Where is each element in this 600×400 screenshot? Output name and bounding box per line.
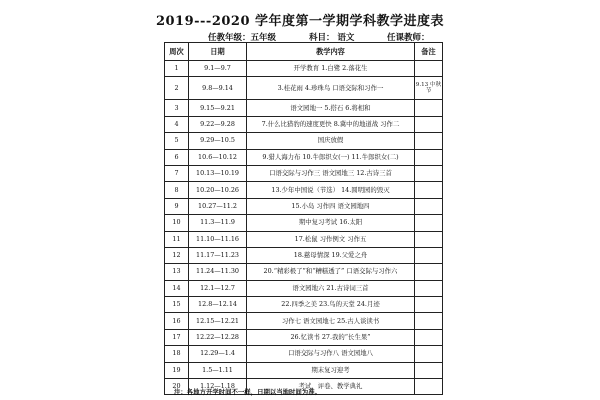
table-row <box>165 231 443 247</box>
week-cell: 15 <box>165 297 189 313</box>
table-row <box>165 149 443 165</box>
date-cell: 9.8—9.14 <box>189 77 247 100</box>
content-cell: 考试、评卷、教学典礼 <box>247 379 415 395</box>
content-cell: 18.慈母情深 19.父爱之舟 <box>247 247 415 263</box>
week-cell: 1 <box>165 61 189 77</box>
content-cell: 语文园地六 21.古诗词三首 <box>247 280 415 296</box>
note-cell <box>415 116 443 132</box>
week-cell: 14 <box>165 280 189 296</box>
note-cell <box>415 280 443 296</box>
table-row <box>165 61 443 77</box>
note-cell <box>415 100 443 116</box>
grade-label: 任教年级：五年级 <box>208 33 277 43</box>
date-cell: 9.15—9.21 <box>189 100 247 116</box>
date-cell: 9.1—9.7 <box>189 61 247 77</box>
table-row <box>165 247 443 263</box>
table-row <box>165 264 443 280</box>
week-cell: 7 <box>165 165 189 181</box>
schedule-table <box>164 42 443 395</box>
table-row <box>165 100 443 116</box>
table-row <box>165 329 443 345</box>
week-cell: 20 <box>165 379 189 395</box>
note-cell <box>415 379 443 395</box>
date-cell: 10.6—10.12 <box>189 149 247 165</box>
week-cell: 6 <box>165 149 189 165</box>
date-cell: 11.17—11.23 <box>189 247 247 263</box>
note-cell: 9.13 中秋节 <box>415 77 443 100</box>
note-cell <box>415 346 443 362</box>
content-cell: 7.什么比猎豹的速度更快 8.冀中的地道战 习作二 <box>247 116 415 132</box>
table-row <box>165 77 443 100</box>
table-row <box>165 215 443 231</box>
table-row <box>165 198 443 214</box>
header-week: 周次 <box>165 43 189 61</box>
table-row <box>165 116 443 132</box>
content-cell: 期末复习迎考 <box>247 362 415 378</box>
date-cell: 11.10—11.16 <box>189 231 247 247</box>
content-cell: 期中复习考试 16.太阳 <box>247 215 415 231</box>
note-cell <box>415 182 443 198</box>
week-cell: 2 <box>165 77 189 100</box>
week-cell: 19 <box>165 362 189 378</box>
date-cell: 1.5—1.11 <box>189 362 247 378</box>
table-row <box>165 297 443 313</box>
note-cell <box>415 215 443 231</box>
table-row <box>165 165 443 181</box>
table-row <box>165 182 443 198</box>
note-cell <box>415 362 443 378</box>
note-cell <box>415 264 443 280</box>
week-cell: 12 <box>165 247 189 263</box>
note-cell <box>415 313 443 329</box>
content-cell: 习作七 语文园地七 25.古人谈读书 <box>247 313 415 329</box>
week-cell: 4 <box>165 116 189 132</box>
date-cell: 9.29—10.5 <box>189 133 247 149</box>
subject-label: 科目： 语文 <box>308 33 355 43</box>
content-cell: 口语交际与习作三 语文园地三 12.古诗三首 <box>247 165 415 181</box>
content-cell: 语文园地一 5.搭石 6.将相和 <box>247 100 415 116</box>
table-row <box>165 280 443 296</box>
header-date: 日期 <box>189 43 247 61</box>
week-cell: 13 <box>165 264 189 280</box>
table-row <box>165 133 443 149</box>
footnote: 注：各地方开学时间不一样，日期以当地时间为准。 <box>174 388 321 396</box>
header-note: 备注 <box>415 43 443 61</box>
note-cell <box>415 133 443 149</box>
note-cell <box>415 61 443 77</box>
week-cell: 5 <box>165 133 189 149</box>
content-cell: 20.“精彩极了”和“糟糕透了” 口语交际与习作六 <box>247 264 415 280</box>
table-body <box>165 61 443 395</box>
content-cell: 9.猎人海力布 10.牛郎织女(一) 11.牛郎织女(二) <box>247 149 415 165</box>
week-cell: 3 <box>165 100 189 116</box>
date-cell: 10.27—11.2 <box>189 198 247 214</box>
content-cell: 3.桂花雨 4.珍珠鸟 口语交际和习作一 <box>247 77 415 100</box>
week-cell: 16 <box>165 313 189 329</box>
date-cell: 12.1—12.7 <box>189 280 247 296</box>
teacher-label: 任课教师： <box>386 33 430 43</box>
week-cell: 8 <box>165 182 189 198</box>
note-cell <box>415 149 443 165</box>
note-cell <box>415 198 443 214</box>
week-cell: 17 <box>165 329 189 345</box>
content-cell: 26.忆读书 27.我的“长生果” <box>247 329 415 345</box>
date-cell: 9.22—9.28 <box>189 116 247 132</box>
table-header-row <box>165 43 443 61</box>
content-cell: 15.小岛 习作四 语文园地四 <box>247 198 415 214</box>
week-cell: 9 <box>165 198 189 214</box>
date-cell: 11.3—11.9 <box>189 215 247 231</box>
date-cell: 10.13—10.19 <box>189 165 247 181</box>
content-cell: 17.松鼠 习作例文 习作五 <box>247 231 415 247</box>
table-row <box>165 313 443 329</box>
date-cell: 12.29—1.4 <box>189 346 247 362</box>
page-title: 2019---2020 学年度第一学期学科教学进度表 <box>155 14 445 29</box>
week-cell: 18 <box>165 346 189 362</box>
content-cell: 国庆放假 <box>247 133 415 149</box>
header-content: 教学内容 <box>247 43 415 61</box>
date-cell: 12.15—12.21 <box>189 313 247 329</box>
date-cell: 10.20—10.26 <box>189 182 247 198</box>
date-cell: 12.22—12.28 <box>189 329 247 345</box>
note-cell <box>415 231 443 247</box>
note-cell <box>415 247 443 263</box>
content-cell: 开学教育 1.白鹭 2.落花生 <box>247 61 415 77</box>
table-row <box>165 362 443 378</box>
table-row <box>165 346 443 362</box>
date-cell: 1.12—1.18 <box>189 379 247 395</box>
date-cell: 11.24—11.30 <box>189 264 247 280</box>
week-cell: 10 <box>165 215 189 231</box>
note-cell <box>415 165 443 181</box>
note-cell <box>415 297 443 313</box>
note-cell <box>415 329 443 345</box>
week-cell: 11 <box>165 231 189 247</box>
content-cell: 口语交际与习作八 语文园地八 <box>247 346 415 362</box>
content-cell: 22.四季之美 23.鸟的天堂 24.月迹 <box>247 297 415 313</box>
date-cell: 12.8—12.14 <box>189 297 247 313</box>
content-cell: 13.少年中国说（节选） 14.圆明园的毁灭 <box>247 182 415 198</box>
